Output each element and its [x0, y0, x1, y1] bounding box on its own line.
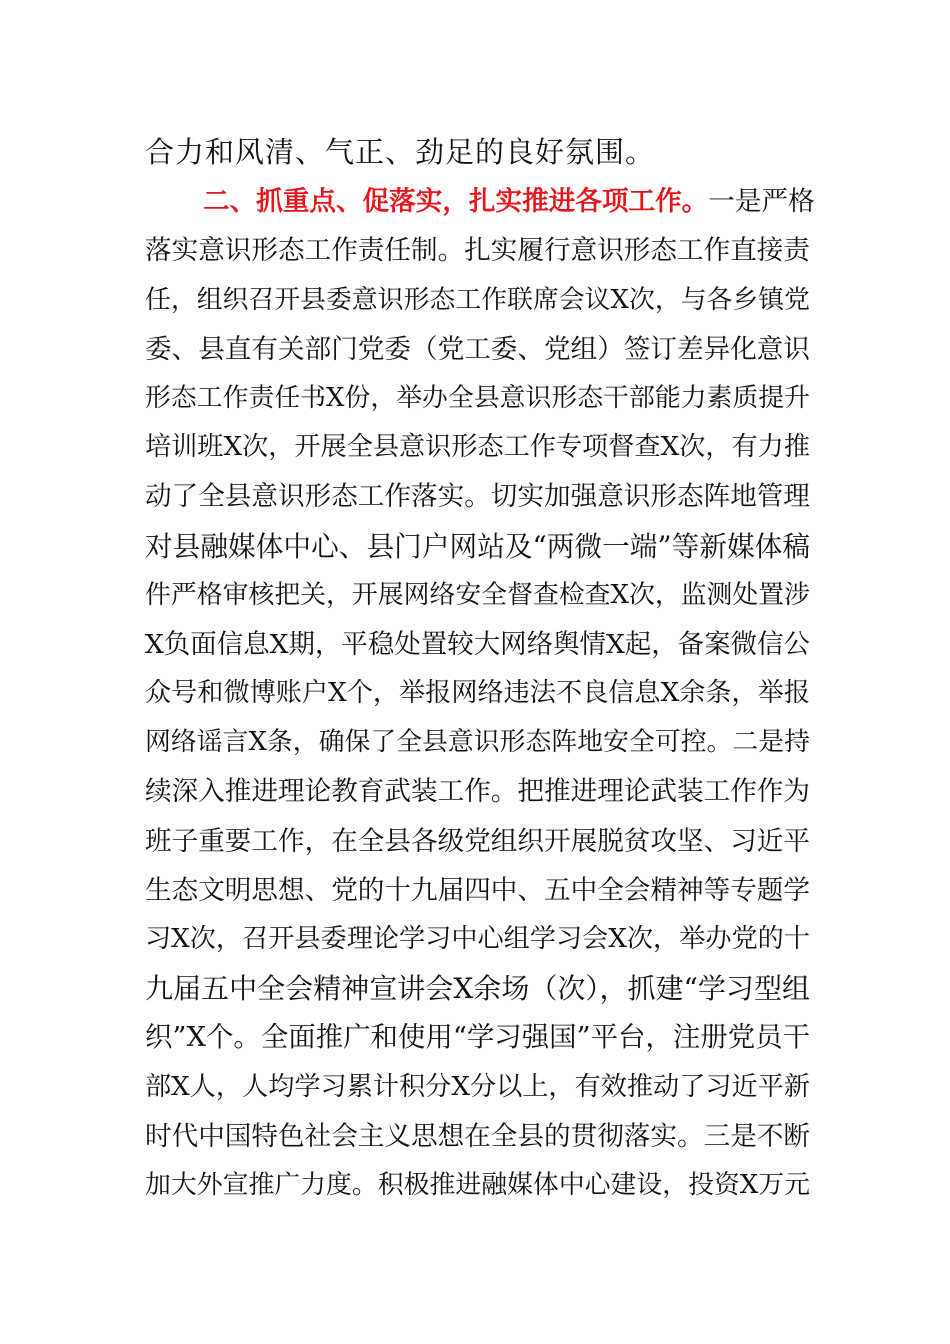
line-text: 合力和风清、气正、劲足的良好氛围。 [145, 135, 656, 169]
text-line [145, 669, 810, 718]
text-line [145, 276, 810, 325]
text-line [145, 128, 810, 177]
line-text: 九届五中全会精神宣讲会X余场（次），抓建“学习型组 [145, 972, 810, 1006]
text-line [145, 1063, 810, 1112]
text-line [145, 1112, 810, 1161]
text-line [145, 374, 810, 423]
line-text: 一是严格 [708, 186, 815, 218]
text-line [145, 915, 810, 964]
line-text: 众号和微博账户X个，举报网络违法不良信息X余条，举报 [145, 678, 810, 709]
line-text: 形态工作责任书X份，举办全县意识形态干部能力素质提升 [145, 382, 810, 413]
text-line [145, 325, 810, 374]
line-text: 习X次，召开县委理论学习中心组学习会X次，举办党的十 [145, 924, 810, 954]
section-heading-line [145, 177, 815, 226]
line-text: 件严格审核把关，开展网络安全督查检查X次，监测处置涉 [145, 579, 810, 610]
line-text: 时代中国特色社会主义思想在全县的贯彻落实。三是不断 [145, 1120, 810, 1152]
line-text: 培训班X次，开展全县意识形态工作专项督查X次，有力推 [145, 432, 810, 463]
line-text: 任，组织召开县委意识形态工作联席会议X次，与各乡镇党 [145, 284, 810, 315]
text-line [145, 817, 810, 866]
text-line [145, 866, 810, 915]
line-text: 班子重要工作，在全县各级党组织开展脱贫攻坚、习近平 [145, 825, 810, 857]
text-line [145, 718, 810, 767]
line-text: 网络谣言X条，确保了全县意识形态阵地安全可控。二是持 [145, 727, 810, 758]
line-text: 落实意识形态工作责任制。扎实履行意识形态工作直接责 [145, 235, 810, 267]
text-line [145, 472, 810, 521]
line-text: X负面信息X期，平稳处置较大网络舆情X起，备案微信公 [145, 628, 810, 660]
text-line [145, 226, 810, 275]
text-line [145, 571, 810, 620]
line-text: 加大外宣推广力度。积极推进融媒体中心建设，投资X万元 [145, 1169, 810, 1200]
line-text: 对县融媒体中心、县门户网站及“两微一端”等新媒体稿 [145, 529, 810, 563]
text-line [145, 423, 810, 472]
text-line [145, 964, 810, 1013]
section-heading: 二、抓重点、促落实，扎实推进各项工作。 [203, 186, 709, 218]
line-text: 织”X个。全面推广和使用“学习强国”平台，注册党员干 [145, 1022, 810, 1054]
text-line [145, 620, 810, 669]
line-text: 部X人，人均学习累计积分X分以上，有效推动了习近平新 [145, 1071, 810, 1102]
line-text: 生态文明思想、党的十九届四中、五中全会精神等专题学 [145, 874, 810, 906]
line-text: 动了全县意识形态工作落实。切实加强意识形态阵地管理 [145, 481, 810, 513]
text-line [145, 522, 810, 571]
line-text: 委、县直有关部门党委（党工委、党组）签订差异化意识 [145, 333, 810, 365]
text-line [145, 1013, 810, 1062]
text-line [145, 1161, 810, 1210]
text-line [145, 767, 810, 816]
line-text: 续深入推进理论教育武装工作。把推进理论武装工作作为 [145, 776, 810, 808]
document-body [145, 128, 815, 1210]
